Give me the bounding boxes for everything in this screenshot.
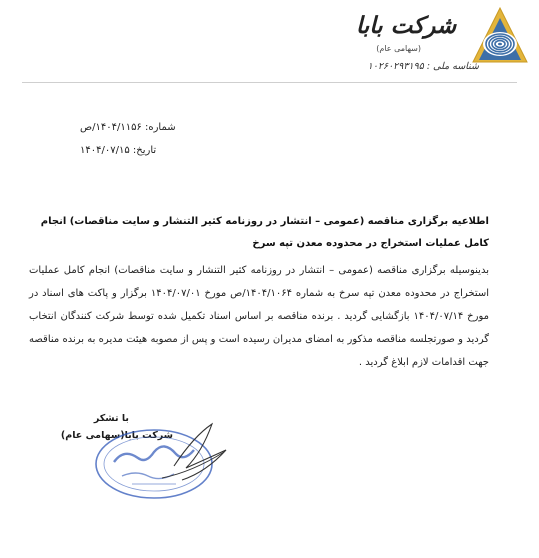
letter-number: شماره: ۱۴۰۴/۱۱۵۶/ص [80, 122, 176, 133]
letter-date: تاریخ: ۱۴۰۴/۰۷/۱۵ [80, 145, 157, 156]
header-divider [22, 82, 517, 83]
signature-company: شرکت بابا(سهامی عام) [60, 430, 173, 441]
company-type: (سهامی عام) [376, 44, 421, 53]
company-stamp-icon [92, 418, 242, 508]
mountain-logo-icon [469, 4, 531, 66]
announcement-body: بدینوسیله برگزاری مناقصه (عمومی – انتشار در روزنامه کثیر التنشار و سایت مناقصات) انجام کامل عملیات استخراج در محدوده معدن تپه سرخ به شماره ۱۴۰۴/۱۰۶۴/ص مورخ ۱۴۰۴/۰۷/۰۱ برگزار و پاکت های اسناد در مورخ ۱۴۰۴/۰۷/۱۴ بازگشایی گردید . برنده مناقصه بر اساس اسناد تکمیل شده توسط شرکت کنندگان انتخاب گردید و صورتجلسه مناقصه مذکور به امضای مدیران رسیده است و پس از مصوبه هیئت مدیره به برنده مناقصه جهت اقدامات لازم ابلاغ گردید . [29, 265, 490, 368]
national-id: شناسه ملی : ۱۰۲۶۰۲۹۳۱۹۵ [367, 61, 479, 72]
signature-greeting: با تشکر [93, 413, 129, 424]
company-name: شرکت بابا [355, 12, 457, 39]
announcement-title: اطلاعیه برگزاری مناقصه (عمومی – انتشار در روزنامه کثیر التنشار و سایت مناقصات) انجام کامل عملیات استخراج در محدوده معدن تپه سرخ [40, 216, 489, 249]
